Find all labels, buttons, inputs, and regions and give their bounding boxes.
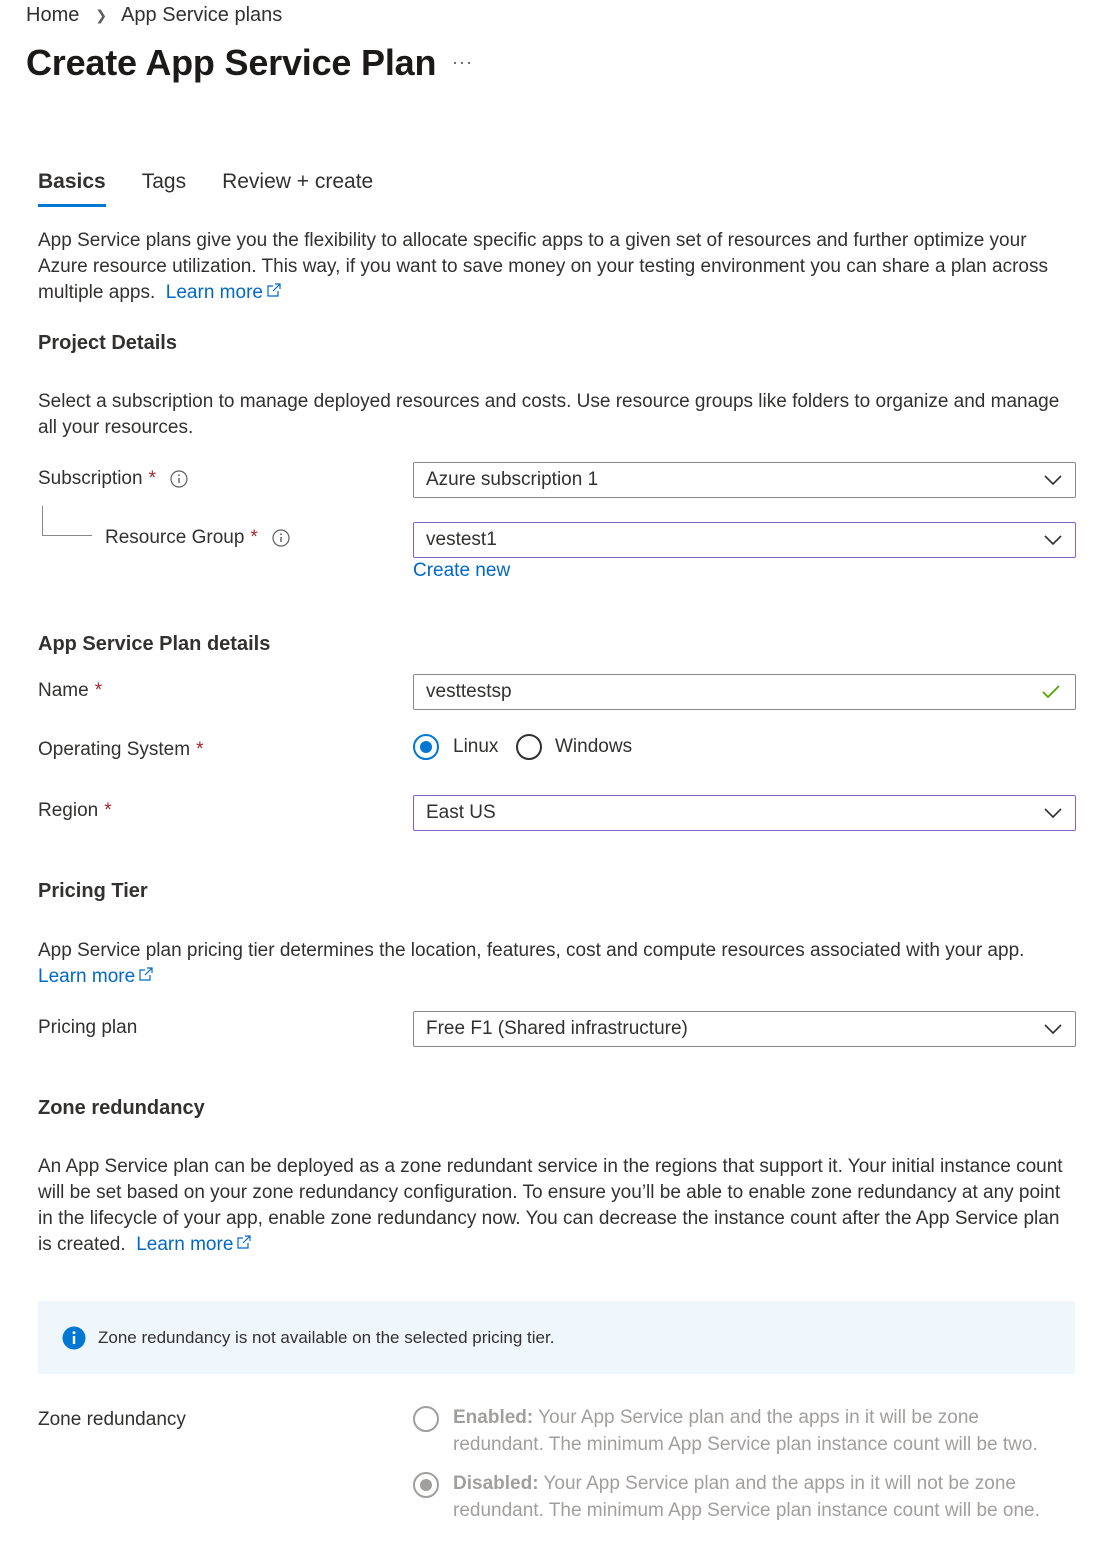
- name-input[interactable]: vesttestsp: [413, 674, 1076, 710]
- chevron-down-icon: [1043, 806, 1063, 820]
- os-option-label: Linux: [453, 736, 499, 757]
- required-asterisk: *: [94, 680, 103, 701]
- chevron-down-icon: [1043, 533, 1063, 547]
- pricing-tier-title: Pricing Tier: [38, 880, 148, 902]
- zone-option-text: Enabled: Your App Service plan and the apps in it will be zone redundant. The minimum App Service plan instance count will be two.: [453, 1407, 1038, 1455]
- create-new-resource-group-link[interactable]: Create new: [413, 560, 511, 581]
- resource-group-label: Resource Group *: [105, 527, 290, 549]
- pricing-learn-more-link[interactable]: Learn more: [38, 966, 153, 987]
- breadcrumb-app-service-plans[interactable]: App Service plans: [121, 4, 283, 26]
- project-details-title: Project Details: [38, 332, 177, 354]
- intro-learn-more-link[interactable]: Learn more: [166, 282, 281, 303]
- page-title: Create App Service Plan: [26, 42, 437, 83]
- external-link-icon: [139, 967, 153, 981]
- chevron-down-icon: [1043, 473, 1063, 487]
- tab-basics[interactable]: Basics: [38, 170, 106, 207]
- zone-redundancy-description: An App Service plan can be deployed as a zone redundant service in the regions that support it. Your initial instance count will be set based on your zone redundancy configuration. To ensure you’ll be able to enable zone redundancy at any point in the lifecycle of your app, enable zone redundancy now. You can decrease the instance count after the App Service plan is created. Learn more: [38, 1156, 1063, 1255]
- resource-group-dropdown[interactable]: vestest1: [413, 522, 1076, 558]
- tab-review-create[interactable]: Review + create: [222, 170, 374, 193]
- zone-redundancy-info-bar: [38, 1301, 1075, 1374]
- zone-redundancy-title: Zone redundancy: [38, 1097, 205, 1119]
- info-icon[interactable]: [170, 470, 188, 488]
- info-bar-text: Zone redundancy is not available on the selected pricing tier.: [98, 1327, 555, 1347]
- required-asterisk: *: [104, 800, 112, 821]
- required-asterisk: *: [196, 739, 204, 760]
- project-details-description: Select a subscription to manage deployed resources and costs. Use resource groups like folders to organize and manage all your resources.: [38, 391, 1060, 438]
- zone-learn-more-link[interactable]: Learn more: [136, 1234, 251, 1255]
- tree-connector: [42, 506, 92, 536]
- intro-description: [38, 228, 1078, 306]
- plan-details-title: App Service Plan details: [38, 633, 271, 655]
- breadcrumb-home[interactable]: Home: [26, 4, 80, 26]
- radio-button-disabled[interactable]: [413, 1406, 439, 1432]
- os-option-label: Windows: [555, 736, 633, 757]
- radio-button[interactable]: [516, 734, 542, 760]
- checkmark-icon: [1041, 684, 1061, 700]
- chevron-right-icon: ❯: [95, 7, 108, 23]
- zone-option-disabled[interactable]: [413, 1470, 1073, 1524]
- operating-system-label: Operating System *: [38, 739, 204, 760]
- os-radio-windows[interactable]: [516, 734, 632, 760]
- intro-text: App Service plans give you the flexibility to allocate specific apps to a given set of resources and further optimize your Azure resource utilization. This way, if you want to save money on your testing environment you can share a plan across multiple apps.: [38, 230, 1048, 303]
- tab-tags[interactable]: Tags: [141, 170, 187, 193]
- radio-button-selected[interactable]: [413, 734, 439, 760]
- breadcrumb: [26, 4, 282, 27]
- pricing-plan-dropdown[interactable]: Free F1 (Shared infrastructure): [413, 1011, 1076, 1047]
- zone-option-enabled[interactable]: [413, 1404, 1073, 1458]
- radio-button-disabled-selected[interactable]: [413, 1472, 439, 1498]
- pricing-description: App Service plan pricing tier determines the location, features, cost and compute resources associated with your app. Learn more: [38, 940, 1025, 987]
- required-asterisk: *: [148, 468, 156, 489]
- external-link-icon: [267, 283, 281, 297]
- region-label: Region *: [38, 800, 112, 821]
- info-filled-icon: [62, 1326, 86, 1350]
- more-options-icon[interactable]: ···: [452, 52, 473, 72]
- region-dropdown[interactable]: East US: [413, 795, 1076, 831]
- chevron-down-icon: [1043, 1022, 1063, 1036]
- required-asterisk: *: [250, 527, 258, 548]
- pricing-plan-label: Pricing plan: [38, 1017, 138, 1038]
- zone-redundancy-label: Zone redundancy: [38, 1409, 186, 1430]
- subscription-dropdown[interactable]: Azure subscription 1: [413, 462, 1076, 498]
- subscription-label: Subscription *: [38, 468, 188, 490]
- tab-bar: [38, 170, 373, 207]
- zone-option-text: Disabled: Your App Service plan and the apps in it will not be zone redundant. The minimum App Service plan instance count will be one.: [453, 1473, 1040, 1521]
- info-icon[interactable]: [272, 529, 290, 547]
- name-label: Name *: [38, 680, 103, 701]
- external-link-icon: [237, 1235, 251, 1249]
- os-radio-linux[interactable]: [413, 734, 498, 760]
